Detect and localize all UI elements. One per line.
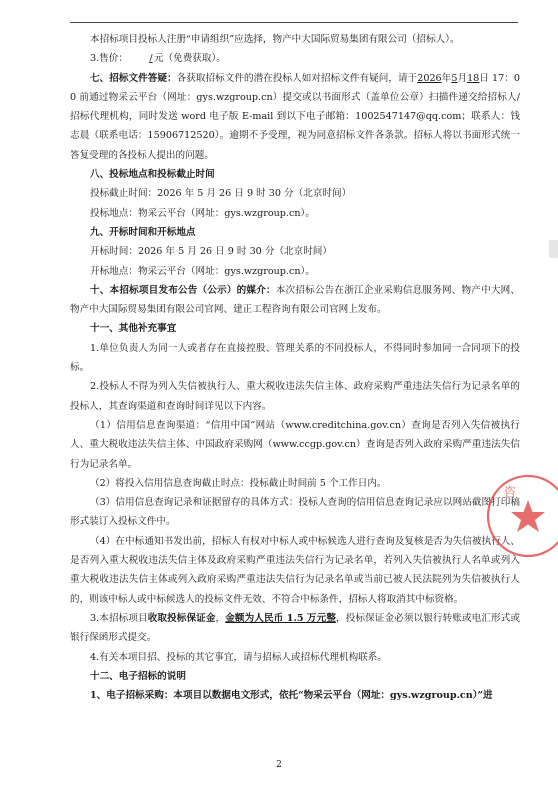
section-heading: 七、招标文件答疑： [90, 72, 177, 84]
paragraph: （2）将投入信用信息查询截止时点：投标截止时间前 5 个工作日内。 [90, 477, 387, 489]
paragraph-qa [70, 69, 520, 165]
text: 年 [441, 72, 452, 84]
paragraph: 1.单位负责人为同一人或者存在直接控股、管理关系的不同投标人，不得同时参加同一合同项下的投标。 [70, 342, 520, 374]
underlined-month: 5 [451, 72, 458, 84]
paragraph-media [70, 281, 520, 320]
paragraph: （3）信用信息查询记录和证据留存的具体方式：投标人查询的信用信息查询记录应以网站截图打印稿形式装订入投标文件中。 [70, 497, 520, 528]
paragraph: 开标地点：物采云平台（网址：gys.wzgroup.cn）。 [90, 265, 315, 277]
paragraph [70, 30, 520, 49]
page-number: 2 [276, 760, 282, 770]
deposit-amount: 金额为人民币 1.5 万元整 [225, 612, 337, 624]
paragraph: （4）在中标通知书发出前，招标人有权对中标人或中标候选人进行查询及复核是否为失信被执行人、是否列入重大税收违法失信主体及政府采购严重违法失信行为记录名单，若列入失信被执行人名单或列入重大税收违法失信主体或列入政府采购严重违法失信行为记录名单或当前已被人民法院列为失信被执行人的，则该中标人或中标候选人的投标文件无效、不符合中标条件，招标人将取消其中标资格。 [70, 535, 520, 605]
seal-text: 咨 [504, 485, 517, 499]
fee-blank: / [149, 53, 153, 65]
paragraph: 1、电子招标采购：本项目以数据电文形式，依托“物采云平台（网址：gys.wzgroup.cn）”进 [90, 690, 493, 702]
section-heading: 十一、其他补充事宜 [90, 323, 177, 335]
paragraph: 4.有关本项目招、投标的其它事宜，请与招标人或招标代理机构联系。 [90, 651, 387, 663]
text: 元（免费获取）。 [153, 53, 226, 65]
header-rule [70, 22, 518, 23]
text: 各获取招标文件的潜在投标人如对招标文件有疑问，请于 [176, 72, 418, 84]
paragraph-deposit [70, 609, 520, 648]
text: 3.本招标项目 [90, 612, 148, 624]
company-seal-stamp [482, 470, 558, 562]
text: 月 [457, 72, 468, 84]
text: ， [215, 612, 226, 624]
section-heading: 十二、电子招标的说明 [90, 670, 186, 682]
text: ，投标保证金必须以银行转账或电汇形式或银行保函形式提交。 [70, 612, 521, 644]
text: 本次招标公告在浙江企业采购信息服务网、物产中大网、物产中大国际贸易集团有限公司官网、建正工程咨询有限公司官网上发布。 [70, 284, 521, 316]
paragraph: 投标地点：物采云平台（网址：gys.wzgroup.cn）。 [90, 207, 315, 219]
text: 3.售价： [90, 53, 128, 65]
underlined-year: 2026 [417, 72, 442, 84]
section-heading: 十、本招标项目发布公告（公示）的媒介： [90, 284, 276, 296]
bold-text: 收取投标保证金 [147, 612, 216, 624]
text: 日 17：00 前通过物采云平台（网址：gys.wzgroup.cn）提交或以书面形式（盖单位公章）扫描件递交给招标人/招标代理机构，同时发送 word 电子版 E-mail 到以下电子邮箱：1002547147@qq.com；联系人：钱志晨（联系电话：15906712520）。逾期不予受理，视为同意招标文件各条款。招标人将以书面形式统一答复受理的各投标人提出的问题。 [70, 72, 520, 161]
section-heading: 八、投标地点和投标截止时间 [90, 169, 215, 181]
section-heading: 九、开标时间和开标地点 [90, 226, 196, 238]
underlined-day: 18 [467, 72, 480, 84]
paragraph: 2.投标人不得为列入失信被执行人、重大税收违法失信主体、政府采购严重违法失信行为记录名单的投标人，其查询渠道和查询时间详见以下内容。 [70, 381, 520, 412]
text: 本招标项目投标人注册“申请组织”应选择，物产中大国际贸易集团有限公司（招标人）。 [90, 34, 460, 45]
paragraph: 开标时间：2026 年 5 月 26 日 9 时 30 分（北京时间） [90, 246, 332, 258]
paragraph-fee [70, 49, 520, 68]
paragraph: （1）信用信息查询渠道：“信用中国”网站（www.creditchina.gov.cn）查询是否列入失信被执行人、重大税收违法失信主体、中国政府采购网（www.ccgp.gov.cn）查询是否列入政府采购严重违法失信行为记录名单。 [70, 419, 520, 470]
document-body [70, 30, 520, 705]
binding-mark [549, 240, 558, 258]
paragraph: 投标截止时间：2026 年 5 月 26 日 9 时 30 分（北京时间） [90, 188, 352, 200]
